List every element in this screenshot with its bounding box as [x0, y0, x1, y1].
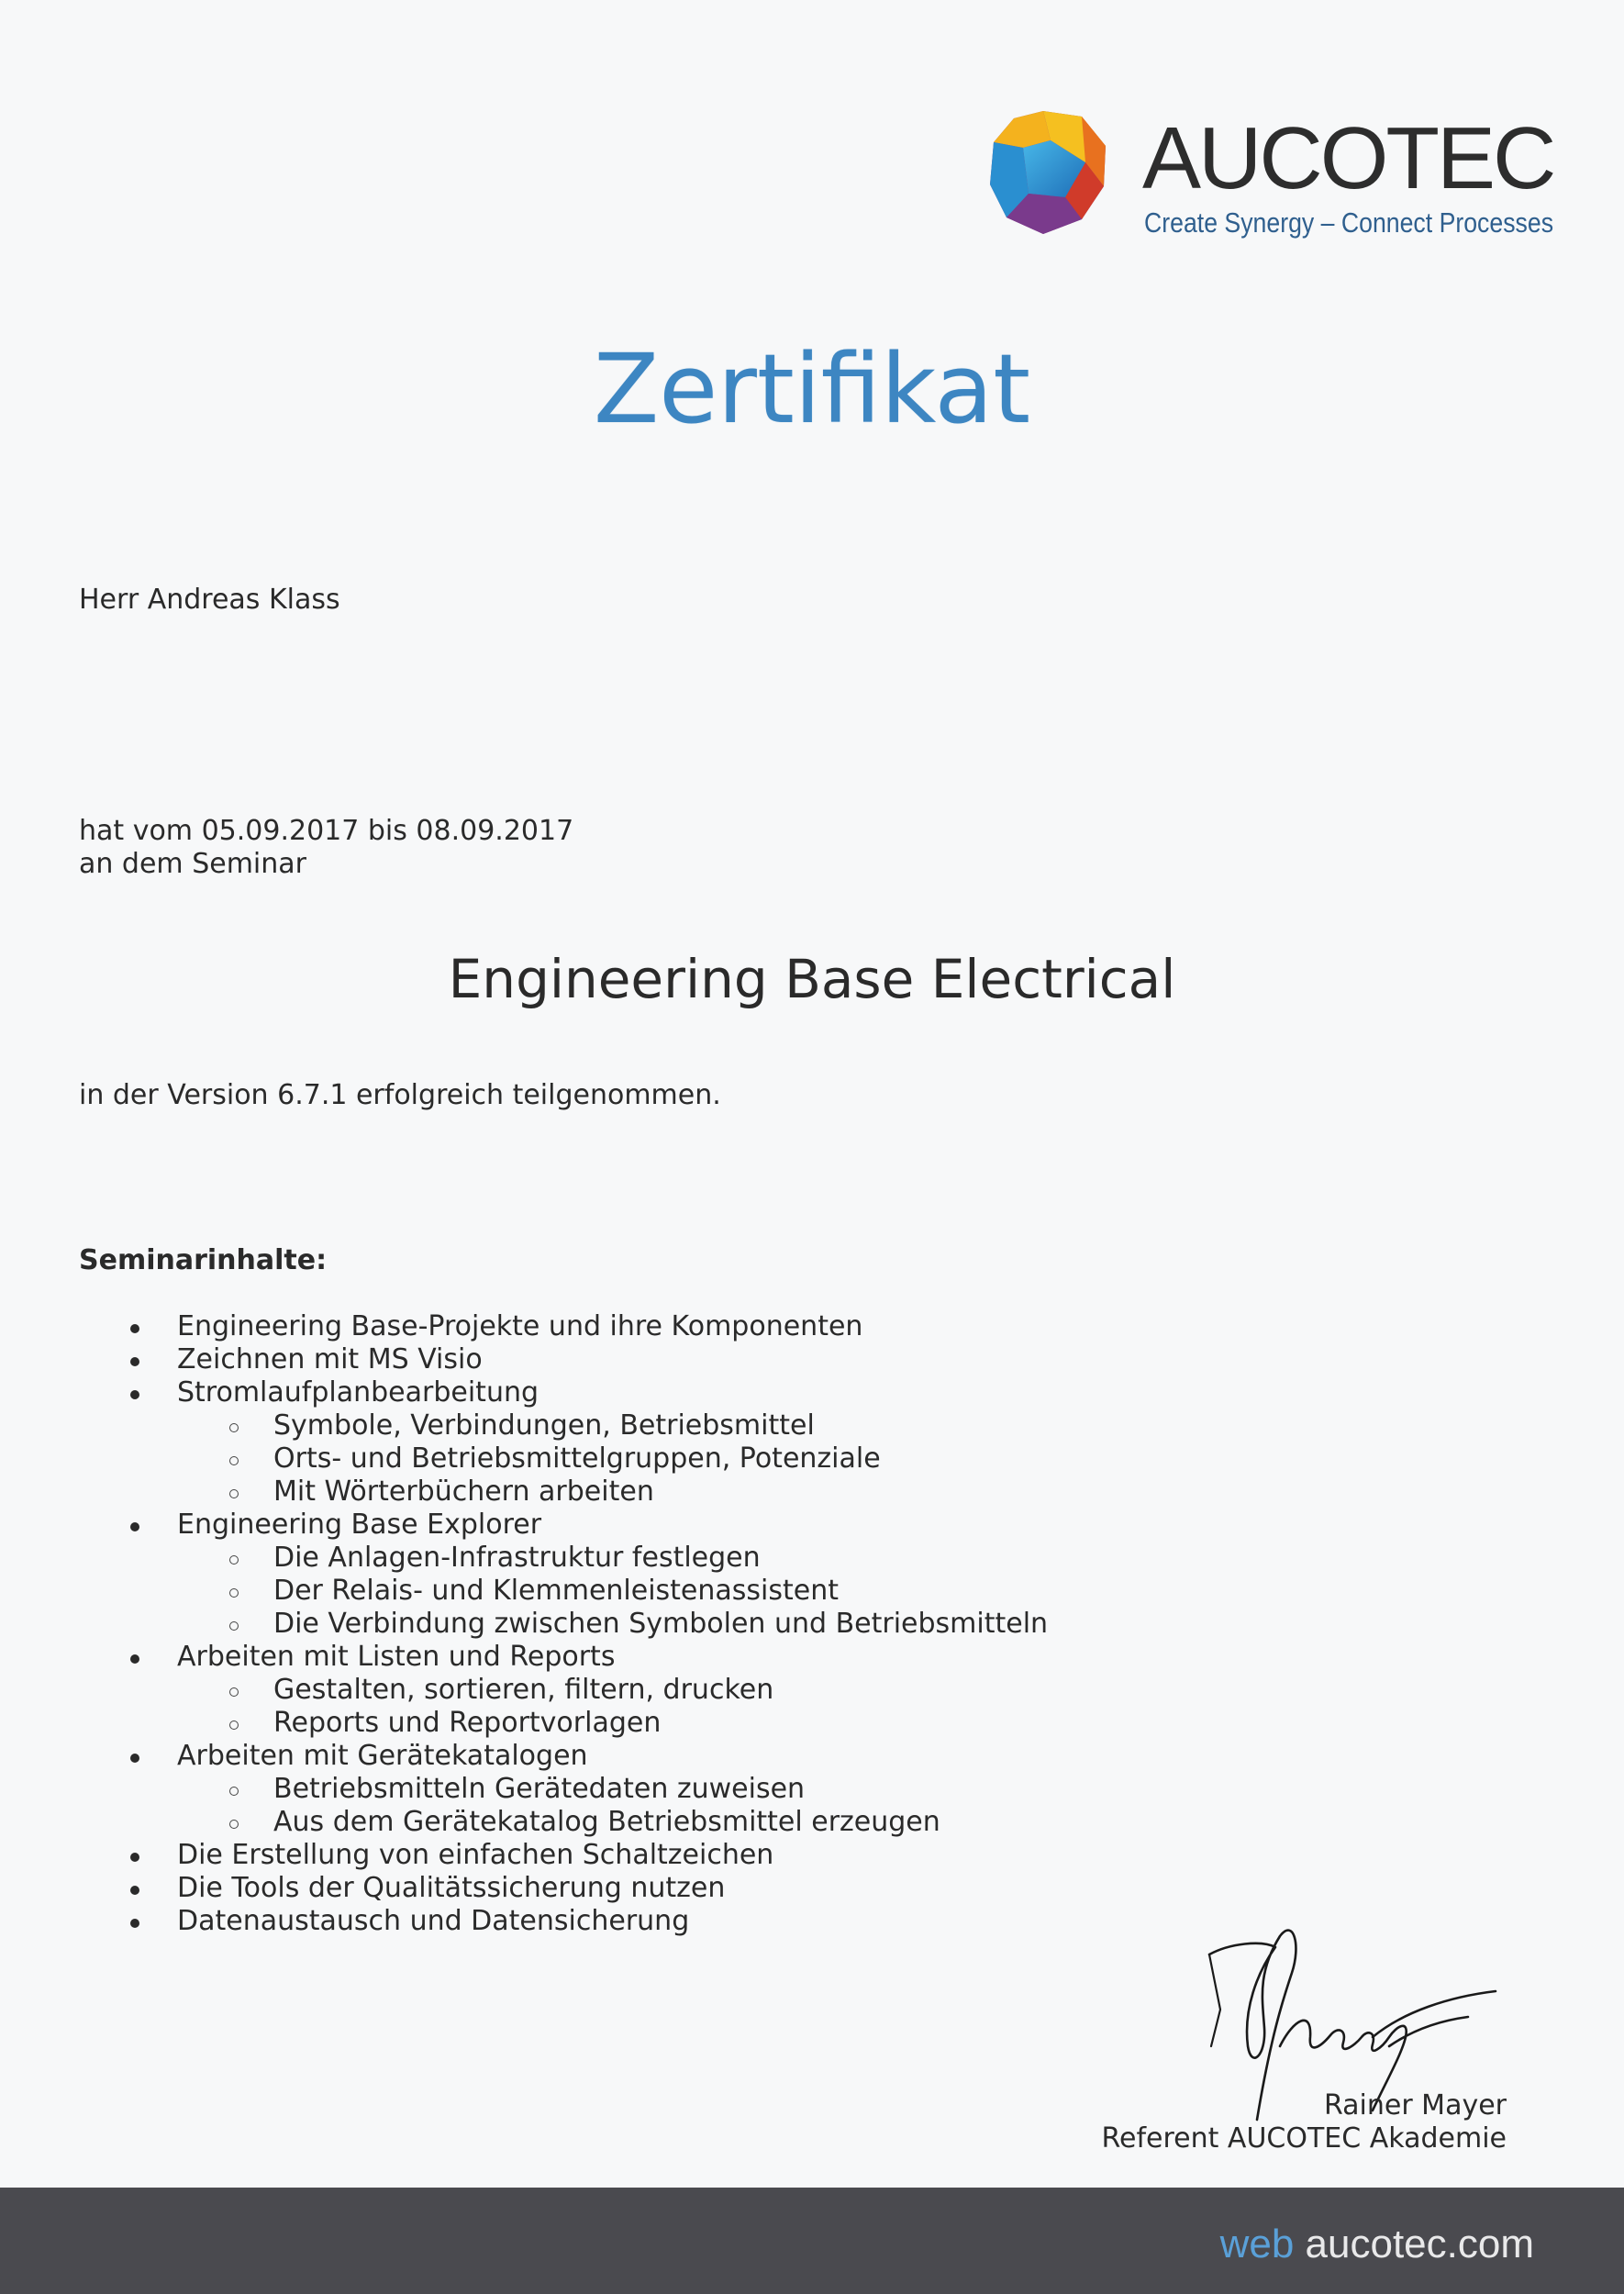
- footer-website[interactable]: [1220, 2224, 1534, 2265]
- bullet-icon: [130, 1324, 139, 1333]
- circle-bullet-icon: [229, 1588, 239, 1598]
- logo-polyhedron-icon: [986, 109, 1110, 236]
- footer-bar: [0, 2188, 1624, 2294]
- circle-bullet-icon: [229, 1423, 239, 1432]
- bullet-icon: [130, 1754, 139, 1763]
- bullet-icon: [130, 1654, 139, 1664]
- subtopic-item: Gestalten, sortieren, filtern, drucken: [273, 1674, 774, 1706]
- bullet-icon: [130, 1853, 139, 1862]
- recipient-name: Herr Andreas Klass: [79, 584, 340, 616]
- certificate-title: Zertifikat: [593, 333, 1031, 445]
- aucotec-logo: [986, 106, 1554, 252]
- circle-bullet-icon: [229, 1489, 239, 1498]
- topic-item: Zeichnen mit MS Visio: [177, 1343, 483, 1375]
- subtopic-item: Orts- und Betriebsmittelgruppen, Potenziale: [273, 1442, 881, 1475]
- circle-bullet-icon: [229, 1820, 239, 1829]
- bullet-icon: [130, 1357, 139, 1366]
- topic-item: Die Erstellung von einfachen Schaltzeichen: [177, 1839, 774, 1871]
- circle-bullet-icon: [229, 1720, 239, 1730]
- circle-bullet-icon: [229, 1456, 239, 1465]
- topic-item: Stromlaufplanbearbeitung: [177, 1376, 539, 1409]
- subtopic-item: Die Verbindung zwischen Symbolen und Betriebsmitteln: [273, 1608, 1049, 1640]
- subtopic-item: Der Relais- und Klemmenleistenassistent: [273, 1575, 840, 1607]
- subtopic-item: Mit Wörterbüchern arbeiten: [273, 1476, 654, 1508]
- contents-heading: Seminarinhalte:: [79, 1244, 328, 1276]
- seminar-lead-text: an dem Seminar: [79, 848, 306, 880]
- topic-item: Engineering Base-Projekte und ihre Komponenten: [177, 1310, 863, 1342]
- signer-role: Referent AUCOTEC Akademie: [1101, 2122, 1507, 2155]
- subtopic-item: Symbole, Verbindungen, Betriebsmittel: [273, 1409, 815, 1442]
- bullet-icon: [130, 1522, 139, 1531]
- version-line: in der Version 6.7.1 erfolgreich teilgenommen.: [79, 1079, 721, 1111]
- bullet-icon: [130, 1390, 139, 1399]
- course-title: Engineering Base Electrical: [448, 948, 1176, 1010]
- topic-item: Datenaustausch und Datensicherung: [177, 1905, 690, 1937]
- bullet-icon: [130, 1886, 139, 1895]
- circle-bullet-icon: [229, 1687, 239, 1697]
- logo-tagline: Create Synergy – Connect Processes: [1144, 206, 1554, 239]
- subtopic-item: Die Anlagen-Infrastruktur festlegen: [273, 1542, 761, 1574]
- subtopic-item: Reports und Reportvorlagen: [273, 1707, 662, 1739]
- subtopic-item: Betriebsmitteln Gerätedaten zuweisen: [273, 1773, 806, 1805]
- footer-domain: aucotec.com: [1305, 2222, 1534, 2266]
- signer-name: Rainer Mayer: [1323, 2089, 1507, 2121]
- logo-company-name: AUCOTEC: [1142, 109, 1554, 207]
- topic-item: Arbeiten mit Gerätekatalogen: [177, 1740, 588, 1772]
- bullet-icon: [130, 1919, 139, 1928]
- topic-item: Die Tools der Qualitätssicherung nutzen: [177, 1872, 726, 1904]
- topic-item: Engineering Base Explorer: [177, 1509, 542, 1541]
- circle-bullet-icon: [229, 1787, 239, 1796]
- subtopic-item: Aus dem Gerätekatalog Betriebsmittel erzeugen: [273, 1806, 940, 1838]
- circle-bullet-icon: [229, 1555, 239, 1565]
- footer-web-label: web: [1219, 2222, 1295, 2266]
- seminar-period: hat vom 05.09.2017 bis 08.09.2017: [79, 815, 574, 847]
- circle-bullet-icon: [229, 1621, 239, 1631]
- topic-item: Arbeiten mit Listen und Reports: [177, 1641, 616, 1673]
